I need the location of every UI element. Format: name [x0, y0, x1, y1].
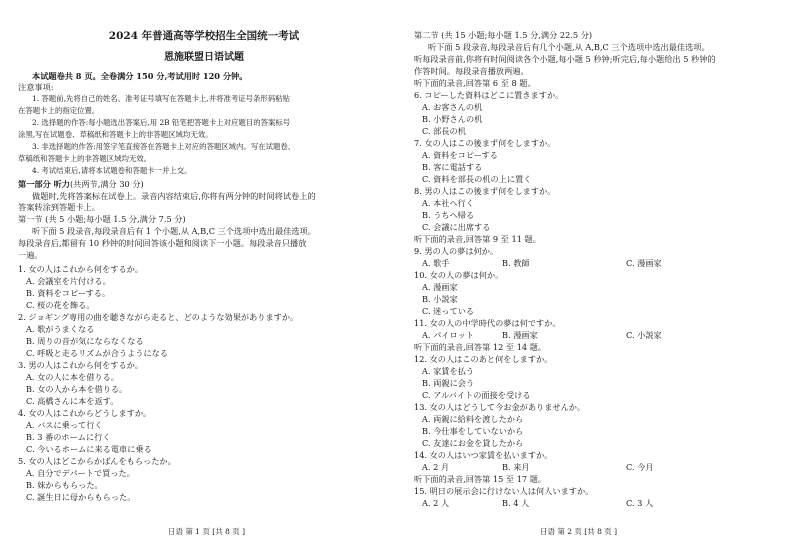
options-row: [422, 462, 654, 472]
page-1-footer: 日语 第 1 页 [共 8 页 ]: [168, 527, 246, 536]
option-c: C. 部長の机: [422, 126, 466, 136]
question-1: 1. 女の人はこれから何をするか。: [18, 264, 144, 274]
notice-line: 1. 答题前,先将自己的姓名、准考证号填写在答题卡上,并将准考证号条形码粘贴: [32, 94, 290, 103]
question-14: 14. 女の人はいつ家賃を払いますか。: [414, 450, 553, 460]
section1-heading: 第一节 (共 5 小题;每小题 1.5 分,满分 7.5 分): [18, 214, 186, 224]
option-a: A. 本社へ行く: [422, 198, 475, 208]
section2-desc: 听下面 5 段录音,每段录音后有几个小题,从 A,B,C 三个选项中选出最佳选项。: [428, 42, 710, 52]
notice-line: 在答题卡上的指定位置。: [18, 106, 100, 115]
option-c: C. 桜の花を飾る。: [26, 300, 95, 310]
option-a: A. 歌手: [422, 258, 450, 268]
options-row: [422, 258, 662, 268]
option-b: B. 両親に会う: [422, 378, 475, 388]
exam-info: 本试题卷共 8 页。全卷满分 150 分,考试用时 120 分钟。: [32, 71, 248, 81]
question-15: 15. 明日の展示会に行けない人は何人いますか。: [414, 486, 594, 496]
option-a: A. 2 月: [422, 462, 450, 472]
notice-line: 2. 选择题的作答:每小题选出答案后,用 2B 铅笔把答题卡上对应题目的答案标号: [32, 118, 291, 127]
option-c: C. 小説家: [626, 330, 662, 340]
part1-desc: 做题时,先将答案标在试卷上。录音内容结束后,你将有两分钟的时间将试卷上的: [32, 191, 316, 201]
question-2: 2. ジョギング専用の曲を聴きながら走ると、どのような効果がありますか。: [18, 312, 299, 322]
section2-desc: 听每段录音前,你将有时间阅读各个小题,每小题 5 秒钟;听完后,每小题给出 5 秒钟的: [414, 54, 716, 64]
option-a: A. 家賃を払う: [422, 366, 475, 376]
option-a: A. 自分でデパートで買った。: [26, 468, 135, 478]
option-c: C. 今いるホームに来る電車に乗る: [26, 444, 152, 454]
option-a: A. 女の人に本を借りる。: [26, 372, 119, 382]
option-c: C. 友達にお金を貸したから: [422, 438, 524, 448]
notice-line: 4. 考试结束后,请将本试题卷和答题卡一并上交。: [32, 166, 192, 175]
option-c: C. 誕生日に母からもらった。: [26, 492, 136, 502]
section1-desc: 听下面 5 段录音,每段录音后有 1 个小题,从 A,B,C 三个选项中选出最佳选项。: [32, 226, 316, 236]
option-b: B. 3 番のホームに行く: [26, 432, 111, 442]
question-6: 6. コピーした資料はどこに置きますか。: [414, 90, 564, 100]
listen-instruction: 听下面的录音,回答第 12 至 14 题。: [414, 342, 547, 352]
listen-instruction: 听下面的录音,回答第 9 至 11 题。: [414, 234, 541, 244]
option-a: A. お客さんの机: [422, 102, 483, 112]
question-12: 12. 女の人はこのあと何をしますか。: [414, 354, 553, 364]
option-b: B. 周りの音が気にならなくなる: [26, 336, 144, 346]
option-c: C. 漫画家: [626, 258, 662, 268]
option-a: A. 両親に給料を渡したから: [422, 414, 524, 424]
option-b: B. 客に電話する: [422, 162, 483, 172]
section2-desc: 作答时间。每段录音播放两遍。: [414, 66, 529, 76]
option-c: C. 3 人: [626, 498, 654, 508]
section1-desc: 一遍。: [18, 250, 43, 260]
option-b: B. 資料をコピーする。: [26, 288, 111, 298]
option-c: C. アルバイトの面接を受ける: [422, 390, 531, 400]
option-c: C. 高橋さんに本を返す。: [26, 396, 119, 406]
part1-heading: [18, 179, 144, 189]
option-c: C. 会議に出席する: [422, 222, 491, 232]
option-a: A. パイロット: [422, 330, 474, 340]
question-3: 3. 男の人はこれから何をするか。: [18, 360, 144, 370]
option-b: B. 女の人から本を借りる。: [26, 384, 128, 394]
exam-title: 2024 年普通高等学校招生全国统一考试: [108, 30, 300, 42]
option-b: B. 妹からもらった。: [26, 480, 103, 490]
notice-line: 涂黑,写在试题卷、草稿纸和答题卡上的非答题区域均无效。: [18, 130, 213, 139]
question-5: 5. 女の人はどこからかばんをもらったか。: [18, 456, 176, 466]
option-c: C. 迷っている: [422, 306, 475, 316]
option-a: A. 2 人: [422, 498, 450, 508]
option-a: A. バスに乗って行く: [26, 420, 103, 430]
section2-heading: 第二节 (共 15 小题;每小题 1.5 分,满分 22.5 分): [414, 30, 593, 40]
question-10: 10. 女の人の夢は何か。: [414, 270, 504, 280]
option-c: C. 呼吸と走るリズムが合うようになる: [26, 348, 169, 358]
question-13: 13. 女の人はどうして今お金がありませんか。: [414, 402, 586, 412]
listen-instruction: 听下面的录音,回答第 6 至 8 题。: [414, 78, 536, 88]
notice-heading: 注意事项:: [18, 82, 54, 92]
question-4: 4. 女の人はこれからどうしますか。: [18, 408, 152, 418]
part1-note: (共两节,满分 30 分): [69, 179, 144, 189]
listen-instruction: 听下面的录音,回答第 15 至 17 题。: [414, 474, 547, 484]
option-a: A. 資料をコピーする: [422, 150, 498, 160]
option-a: A. 歌がうまくなる: [26, 324, 95, 334]
notice-line: 草稿纸和答题卡上的非答题区域均无效。: [18, 154, 152, 163]
option-b: B. 今仕事をしていないから: [422, 426, 524, 436]
exam-subtitle: 恩施联盟日语试题: [164, 52, 244, 63]
options-row: [422, 498, 653, 508]
option-b: B. 4 人: [502, 498, 530, 508]
part1-title: 第一部分 听力: [18, 179, 70, 189]
option-a: A. 会議室を片付ける。: [26, 276, 111, 286]
options-row: [422, 330, 662, 340]
option-b: B. 教師: [502, 258, 530, 268]
section1-desc: 每段录音后,都留有 10 秒钟的时间回答该小题和阅读下一小题。每段录音只播放: [18, 238, 307, 248]
question-11: 11. 女の人の中学時代の夢は何ですか。: [414, 318, 561, 328]
notice-line: 3. 非选择题的作答:用签字笔直接答在答题卡上对应的答题区域内。写在试题卷、: [32, 142, 296, 151]
option-b: B. 来月: [502, 462, 530, 472]
option-b: B. 漫画家: [502, 330, 538, 340]
option-c: C. 資料を部長の机の上に置く: [422, 174, 532, 184]
part1-desc: 答案转涂到答题卡上。: [18, 202, 100, 212]
option-c: C. 今月: [626, 462, 654, 472]
question-9: 9. 男の人の夢は何か。: [414, 246, 499, 256]
option-b: B. うちへ帰る: [422, 210, 475, 220]
question-8: 8. 男の人はこの後まず何をしますか。: [414, 186, 556, 196]
option-b: B. 小説家: [422, 294, 458, 304]
option-b: B. 小野さんの机: [422, 114, 483, 124]
option-a: A. 漫画家: [422, 282, 458, 292]
question-7: 7. 女の人はこの後まず何をしますか。: [414, 138, 556, 148]
page-2-footer: 日语 第 2 页 [共 8 页 ]: [540, 527, 618, 536]
